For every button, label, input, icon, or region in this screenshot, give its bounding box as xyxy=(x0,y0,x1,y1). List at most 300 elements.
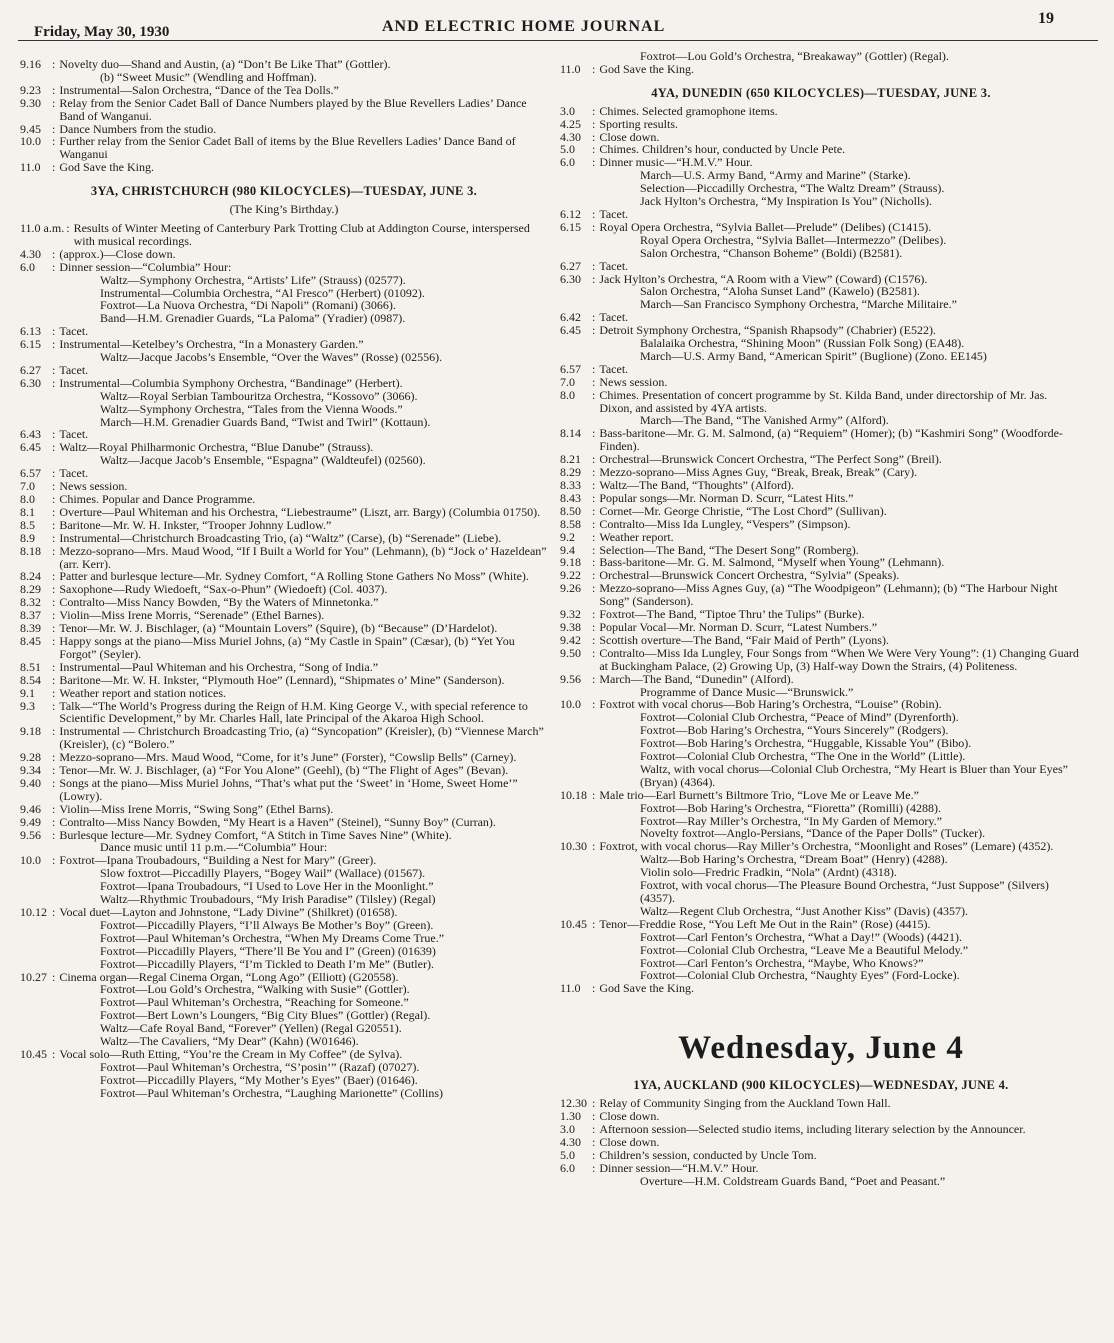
entry-time: 6.12 xyxy=(560,206,581,221)
entry-text: Relay of Community Singing from the Auckland Town Hall. xyxy=(599,1096,891,1111)
program-entry xyxy=(560,789,1082,802)
entry-text: Baritone—Mr. W. H. Inkster, “Plymouth Hoe” (Lennard), “Shipmates o’ Mine” (Sanderson). xyxy=(59,672,505,687)
program-entry: Waltz—Cafe Royal Band, “Forever” (Yellen) (Regal G20551). xyxy=(100,1021,402,1036)
station-heading-1ya: 1YA, AUCKLAND (900 KILOCYCLES)—WEDNESDAY, JUNE 4. xyxy=(633,1078,1009,1093)
entry-text: Burlesque lecture—Mr. Sydney Comfort, “A Stitch in Time Saves Nine” (White). xyxy=(59,827,452,842)
entry-text: Bass-baritone—Mr. G. M. Salmond, (a) “Requiem” (Homer); (b) “Kashmiri Song” (Woodforde-Finden). xyxy=(599,426,1063,454)
program-entry xyxy=(560,1136,1082,1149)
time-separator: : xyxy=(52,362,56,377)
program-entry xyxy=(20,700,548,726)
entry-text: Contralto—Miss Nancy Bowden, “By the Waters of Minnetonka.” xyxy=(59,595,379,610)
time-separator: : xyxy=(592,219,596,234)
entry-text: News session. xyxy=(59,479,128,494)
program-entry: Foxtrot—Carl Fenton’s Orchestra, “Maybe, Who Knows?” xyxy=(640,955,924,970)
entry-text: Dinner session—“H.M.V.” Hour. xyxy=(599,1160,759,1175)
time-separator: : xyxy=(592,426,596,441)
program-entry xyxy=(20,84,548,97)
time-separator: : xyxy=(592,490,596,505)
time-separator: : xyxy=(52,492,56,506)
entry-time: 9.40 xyxy=(20,775,41,790)
entry-time: 8.51 xyxy=(20,659,41,674)
entry-time: 8.54 xyxy=(20,672,41,687)
program-entry: Foxtrot—La Nuova Orchestra, “Di Napoli” (Romani) (3066). xyxy=(100,298,396,313)
time-separator: : xyxy=(592,787,596,802)
program-entry xyxy=(560,105,1082,118)
time-separator: : xyxy=(52,633,56,648)
time-separator: : xyxy=(592,1147,596,1162)
program-entry xyxy=(20,519,548,532)
program-entry: Programme of Dance Music—“Brunswick.” xyxy=(640,684,854,699)
time-separator: : xyxy=(592,206,596,221)
entry-text: Violin—Miss Irene Morris, “Serenade” (Ethel Barnes). xyxy=(59,608,325,623)
time-separator: : xyxy=(52,466,56,481)
entry-text: Scottish overture—The Band, “Fair Maid of Perth” (Lyons). xyxy=(599,632,889,647)
entry-text: Tacet. xyxy=(59,324,89,339)
entry-text: Contralto—Miss Nancy Bowden, “My Heart is a Haven” (Steinel), “Sunny Boy” (Curran). xyxy=(59,814,496,829)
time-separator: : xyxy=(592,61,596,76)
time-separator: : xyxy=(592,619,596,634)
program-entry: Selection—Piccadilly Orchestra, “The Waltz Dream” (Strauss). xyxy=(640,181,945,196)
program-entry xyxy=(560,918,1082,931)
entry-text: Selection—The Band, “The Desert Song” (Romberg). xyxy=(599,542,859,557)
time-separator: : xyxy=(592,387,596,402)
entry-text: Chimes. Popular and Dance Programme. xyxy=(59,492,256,506)
entry-text: News session. xyxy=(599,374,668,389)
time-separator: : xyxy=(52,440,56,455)
entry-time: 4.30 xyxy=(560,1134,581,1149)
program-entry xyxy=(560,673,1082,686)
program-entry: Salon Orchestra, “Aloha Sunset Land” (Kawelo) (B2581). xyxy=(640,284,920,299)
program-entry: Waltz—Royal Serbian Tambouritza Orchestra, “Kossovo” (3066). xyxy=(100,388,418,403)
time-separator: : xyxy=(52,621,56,636)
program-entry xyxy=(560,492,1082,505)
time-separator: : xyxy=(52,595,56,610)
time-separator: : xyxy=(52,659,56,674)
entry-time: 9.49 xyxy=(20,814,41,829)
program-entry: Waltz—Symphony Orchestra, “Artists’ Life” (Strauss) (02577). xyxy=(100,272,406,287)
entry-time: 6.42 xyxy=(560,310,581,325)
time-separator: : xyxy=(52,750,56,765)
time-separator: : xyxy=(52,160,56,175)
time-separator: : xyxy=(592,103,596,118)
station-subheading: (The King’s Birthday.) xyxy=(229,202,339,217)
program-entry: Overture—H.M. Coldstream Guards Band, “Poet and Peasant.” xyxy=(640,1173,946,1188)
entry-time: 11.0 a.m. xyxy=(20,220,65,235)
time-separator: : xyxy=(592,129,596,144)
program-entry xyxy=(560,363,1082,376)
entry-time: 8.5 xyxy=(20,517,35,532)
program-entry: Foxtrot—Piccadilly Players, “There’ll Be You and I” (Green) (01639) xyxy=(100,943,436,958)
entry-text: Contralto—Miss Ida Lungley, “Vespers” (Simpson). xyxy=(599,516,851,531)
entry-time: 9.34 xyxy=(20,763,41,778)
entry-time: 10.0 xyxy=(560,697,581,712)
program-entry: Foxtrot—Piccadilly Players, “My Mother’s Eyes” (Baer) (01646). xyxy=(100,1072,418,1087)
entry-time: 9.28 xyxy=(20,750,41,765)
time-separator: : xyxy=(52,82,56,97)
entry-text: God Save the King. xyxy=(59,160,154,175)
entry-time: 8.24 xyxy=(20,569,41,584)
entry-time: 1.30 xyxy=(560,1109,581,1124)
entry-text: Male trio—Earl Burnett’s Biltmore Trio, “Love Me or Leave Me.” xyxy=(599,787,919,802)
program-entry xyxy=(560,118,1082,131)
time-separator: : xyxy=(592,555,596,570)
time-separator: : xyxy=(52,801,56,816)
time-separator: : xyxy=(592,374,596,389)
entry-text: Waltz—Royal Philharmonic Orchestra, “Blue Danube” (Strauss). xyxy=(59,440,374,455)
entry-time: 8.1 xyxy=(20,504,35,519)
entry-time: 9.50 xyxy=(560,645,581,660)
entry-time: 4.30 xyxy=(560,129,581,144)
time-separator: : xyxy=(66,220,70,235)
entry-text: Mezzo-soprano—Miss Agnes Guy, (a) “The Woodpigeon” (Lehmann); (b) “The Harbour Night Song” (Sanderson). xyxy=(599,581,1058,609)
entry-time: 6.43 xyxy=(20,427,41,442)
entry-text: Novelty duo—Shand and Austin, (a) “Don’t Be Like That” (Gottler). xyxy=(59,57,391,71)
time-separator: : xyxy=(52,246,56,261)
entry-text: Foxtrot—The Band, “Tiptoe Thru’ the Tulips” (Burke). xyxy=(599,607,865,622)
program-entry: Waltz—Jacque Jacob’s Ensemble, “Espagna” (Waldteufel) (02560). xyxy=(100,453,426,468)
program-entry xyxy=(560,63,1082,76)
entry-text: Foxtrot, with vocal chorus—Ray Miller’s Orchestra, “Moonlight and Roses” (Lemare) (4352). xyxy=(599,839,1054,854)
entry-time: 6.0 xyxy=(560,155,575,170)
entry-time: 6.30 xyxy=(20,375,41,390)
page-number: 19 xyxy=(1038,10,1054,27)
entry-text: Tacet. xyxy=(599,310,629,325)
entry-time: 10.18 xyxy=(560,787,587,802)
entry-text: Mezzo-soprano—Mrs. Maud Wood, “Come, for it’s June” (Forster), “Cowslip Bells” (Carney). xyxy=(59,750,517,765)
entry-time: 10.30 xyxy=(560,839,587,854)
time-separator: : xyxy=(52,763,56,778)
entry-text: Foxtrot with vocal chorus—Bob Haring’s Orchestra, “Louise” (Robin). xyxy=(599,697,942,712)
program-entry: Foxtrot—Bob Haring’s Orchestra, “Yours Sincerely” (Rodgers). xyxy=(640,723,949,738)
entry-text: Waltz—The Band, “Thoughts” (Alford). xyxy=(599,478,794,492)
time-separator: : xyxy=(52,479,56,494)
issue-date: Friday, May 30, 1930 xyxy=(34,24,170,40)
time-separator: : xyxy=(592,155,596,170)
time-separator: : xyxy=(52,530,56,545)
entry-time: 9.38 xyxy=(560,619,581,634)
entry-time: 6.57 xyxy=(20,466,41,481)
time-separator: : xyxy=(52,827,56,842)
time-separator: : xyxy=(52,324,56,339)
entry-time: 8.50 xyxy=(560,503,581,518)
entry-time: 8.29 xyxy=(20,582,41,597)
time-separator: : xyxy=(52,504,56,519)
program-entry xyxy=(20,506,548,519)
entry-text: Chimes. Presentation of concert programme by St. Kilda Band, under directorship of Mr. Jas. Dixon, and assisted by 4YA artists. xyxy=(599,387,1048,415)
right-column xyxy=(560,50,1082,1188)
time-separator: : xyxy=(52,905,56,919)
time-separator: : xyxy=(592,503,596,518)
entry-text: Tenor—Mr. W. J. Bischlager, (a) “For You Alone” (Geehl), (b) “The Flight of Ages” (Bevan). xyxy=(59,763,509,778)
entry-text: Children’s session, conducted by Uncle Tom. xyxy=(599,1147,817,1162)
program-entry: March—U.S. Army Band, “American Spirit” (Buglione) (Zono. EE145) xyxy=(640,348,987,363)
entry-time: 8.37 xyxy=(20,608,41,623)
entry-time: 9.45 xyxy=(20,121,41,136)
entry-time: 6.30 xyxy=(560,271,581,286)
program-entry xyxy=(20,687,548,700)
entry-time: 5.0 xyxy=(560,142,575,157)
entry-time: 9.16 xyxy=(20,57,41,71)
program-entry xyxy=(560,208,1082,221)
entry-text: God Save the King. xyxy=(599,61,694,76)
time-separator: : xyxy=(592,671,596,686)
program-entry xyxy=(20,248,548,261)
program-entry xyxy=(560,647,1082,673)
program-entry: Balalaika Orchestra, “Shining Moon” (Russian Folk Song) (EA48). xyxy=(640,336,965,351)
entry-time: 7.0 xyxy=(560,374,575,389)
entry-time: 10.27 xyxy=(20,969,47,984)
time-separator: : xyxy=(52,969,56,984)
program-entry xyxy=(560,1149,1082,1162)
entry-text: Detroit Symphony Orchestra, “Spanish Rhapsody” (Chabrier) (E522). xyxy=(599,323,936,338)
program-entry xyxy=(560,518,1082,531)
program-entry xyxy=(20,161,548,174)
entry-time: 9.2 xyxy=(560,529,575,544)
entry-time: 9.26 xyxy=(560,581,581,596)
entry-time: 9.18 xyxy=(20,724,41,739)
entry-text: Foxtrot—Ipana Troubadours, “Building a Nest for Mary” (Greer). xyxy=(59,853,377,868)
time-separator: : xyxy=(592,529,596,544)
time-separator: : xyxy=(592,1121,596,1136)
time-separator: : xyxy=(592,271,596,286)
entry-time: 3.0 xyxy=(560,1121,575,1136)
program-entry: Waltz—Symphony Orchestra, “Tales from the Vienna Woods.” xyxy=(100,401,403,416)
entry-text: Further relay from the Senior Cadet Ball of items by the Blue Revellers Ladies’ Dance Band of Wanganui xyxy=(59,134,516,162)
entry-text: Chimes. Selected gramophone items. xyxy=(599,103,778,118)
day-heading: Wednesday, June 4 xyxy=(678,1030,964,1067)
program-entry xyxy=(20,674,548,687)
program-entry: March—The Band, “The Vanished Army” (Alford). xyxy=(640,413,889,428)
time-separator: : xyxy=(592,323,596,338)
time-separator: : xyxy=(592,632,596,647)
entry-time: 9.56 xyxy=(560,671,581,686)
program-entry: Foxtrot—Bob Haring’s Orchestra, “Fioretta” (Romilli) (4288). xyxy=(640,800,941,815)
program-entry: Foxtrot—Paul Whiteman’s Orchestra, “When My Dreams Come True.” xyxy=(100,930,445,945)
right-intro-list xyxy=(560,50,1082,76)
entry-text: March—The Band, “Dunedin” (Alford). xyxy=(599,671,794,686)
program-entry xyxy=(560,505,1082,518)
entry-time: 9.32 xyxy=(560,607,581,622)
program-entry: Waltz, with vocal chorus—Colonial Club Orchestra, “My Heart is Bluer than Your Eyes” (Bryan) (4364). xyxy=(640,761,1068,789)
entry-text: Chimes. Children’s hour, conducted by Uncle Pete. xyxy=(599,142,846,157)
time-separator: : xyxy=(592,581,596,596)
time-separator: : xyxy=(52,121,56,136)
entry-text: Relay from the Senior Cadet Ball of Dance Numbers played by the Blue Revellers Ladies’ Dance Band of Wanganui. xyxy=(59,95,527,123)
entry-time: 9.23 xyxy=(20,82,41,97)
time-separator: : xyxy=(592,542,596,557)
entry-text: Patter and burlesque lecture—Mr. Sydney Comfort, “A Rolling Stone Gathers No Moss” (White). xyxy=(59,569,529,584)
program-entry: Slow foxtrot—Piccadilly Players, “Bogey Wail” (Wallace) (01567). xyxy=(100,866,426,881)
entry-text: Mezzo-soprano—Mrs. Maud Wood, “If I Built a World for You” (Lehmann), (b) “Jock o’ Hazeldean” (arr. Kerr). xyxy=(59,543,547,571)
entry-text: Sporting results. xyxy=(599,116,679,131)
entry-text: Happy songs at the piano—Miss Muriel Johns, (a) “My Castle in Spain” (Cæsar), (b) “Yet You Forgot” (Seyler). xyxy=(59,633,515,661)
time-separator: : xyxy=(52,685,56,700)
entry-text: Tacet. xyxy=(59,427,89,442)
program-entry: Instrumental—Columbia Orchestra, “Al Fresco” (Herbert) (01092). xyxy=(100,285,425,300)
program-entry: Foxtrot—Colonial Club Orchestra, “Peace of Mind” (Dyrenforth). xyxy=(640,710,959,725)
program-entry xyxy=(20,545,548,571)
entry-text: Instrumental—Paul Whiteman and his Orchestra, “Song of India.” xyxy=(59,659,379,674)
station-heading-4ya: 4YA, DUNEDIN (650 KILOCYCLES)—TUESDAY, JUNE 3. xyxy=(651,85,991,100)
program-entry xyxy=(560,982,1082,995)
program-entry: Waltz—Regent Club Orchestra, “Just Another Kiss” (Davis) (4357). xyxy=(640,903,968,918)
entry-time: 10.45 xyxy=(560,916,587,931)
entry-text: Instrumental—Columbia Symphony Orchestra, “Bandinage” (Herbert). xyxy=(59,375,403,390)
program-entry xyxy=(20,377,548,390)
program-entry: Foxtrot—Colonial Club Orchestra, “The One in the World” (Little). xyxy=(640,749,966,764)
entry-time: 8.9 xyxy=(20,530,35,545)
left-program-list xyxy=(20,222,548,1100)
entry-text: Contralto—Miss Ida Lungley, Four Songs from “When We Were Very Young”: (1) Changing Guard at Buckingham Palace, (2) Growing Up, (3) Half-way Down the Strairs, (4) Politeness. xyxy=(599,645,1079,673)
entry-text: Jack Hylton’s Orchestra, “A Room with a View” (Coward) (C1576). xyxy=(599,271,928,286)
time-separator: : xyxy=(52,775,56,790)
header-rule xyxy=(18,40,1098,41)
program-entry: Foxtrot—Colonial Club Orchestra, “Leave Me a Beautiful Melody.” xyxy=(640,942,969,957)
program-entry xyxy=(20,493,548,506)
entry-text: (approx.)—Close down. xyxy=(59,246,176,261)
time-separator: : xyxy=(592,478,596,492)
time-separator: : xyxy=(592,516,596,531)
entry-time: 10.0 xyxy=(20,134,41,149)
entry-text: Tacet. xyxy=(599,206,629,221)
entry-text: Instrumental — Christchurch Broadcasting Trio, (a) “Syncopation” (Kreisler), (b) “Viennese March” (Kreisler), (c) “Bolero.” xyxy=(59,724,544,752)
entry-time: 4.30 xyxy=(20,246,41,261)
entry-time: 10.45 xyxy=(20,1046,47,1061)
entry-time: 8.43 xyxy=(560,490,581,505)
entry-time: 6.27 xyxy=(560,258,581,273)
program-entry xyxy=(20,97,548,123)
entry-text: Dinner session—“Columbia” Hour: xyxy=(59,259,232,274)
program-entry: Waltz—Rhythmic Troubadours, “My Irish Paradise” (Tilsley) (Regal) xyxy=(100,892,436,907)
program-entry xyxy=(20,764,548,777)
entry-time: 3.0 xyxy=(560,103,575,118)
entry-time: 9.46 xyxy=(20,801,41,816)
entry-text: Songs at the piano—Miss Muriel Johns, “That’s what put the ‘Sweet’ in ‘Home, Sweet Home’” (Lowry). xyxy=(59,775,518,803)
program-entry: Foxtrot—Paul Whiteman’s Orchestra, “S’posin’” (Razaf) (07027). xyxy=(100,1059,420,1074)
entry-time: 10.0 xyxy=(20,853,41,868)
program-entry: March—H.M. Grenadier Guards Band, “Twist and Twirl” (Kottaun). xyxy=(100,414,431,429)
program-entry: Foxtrot—Paul Whiteman’s Orchestra, “Laughing Marionette” (Collins) xyxy=(100,1085,444,1100)
time-separator: : xyxy=(52,57,56,71)
program-entry xyxy=(20,661,548,674)
program-entry: March—U.S. Army Band, “Army and Marine” (Starke). xyxy=(640,168,911,183)
entry-text: Instrumental—Ketelbey’s Orchestra, “In a Monastery Garden.” xyxy=(59,337,364,352)
right-program-list xyxy=(560,105,1082,996)
entry-text: Afternoon session—Selected studio items, including literary selection by the Announcer. xyxy=(599,1121,1026,1136)
entry-time: 11.0 xyxy=(560,981,581,996)
entry-text: Cornet—Mr. George Christie, “The Lost Chord” (Sullivan). xyxy=(599,503,887,518)
time-separator: : xyxy=(592,116,596,131)
program-entry xyxy=(20,816,548,829)
time-separator: : xyxy=(592,981,596,996)
program-entry: Band—H.M. Grenadier Guards, “La Paloma” (Yradier) (0987). xyxy=(100,311,406,326)
time-separator: : xyxy=(592,839,596,854)
entry-time: 8.0 xyxy=(20,492,35,506)
time-separator: : xyxy=(592,361,596,376)
entry-text: Weather report and station notices. xyxy=(59,685,226,700)
entry-text: Close down. xyxy=(599,1109,660,1124)
program-entry xyxy=(20,364,548,377)
entry-time: 8.18 xyxy=(20,543,41,558)
entry-time: 11.0 xyxy=(20,160,41,175)
time-separator: : xyxy=(592,1134,596,1149)
time-separator: : xyxy=(52,1046,56,1061)
program-entry: Salon Orchestra, “Chanson Boheme” (Boldi) (B2581). xyxy=(640,245,903,260)
program-entry xyxy=(560,1123,1082,1136)
program-entry: March—San Francisco Symphony Orchestra, “Marche Militaire.” xyxy=(640,297,957,312)
program-entry xyxy=(560,427,1082,453)
time-separator: : xyxy=(592,142,596,157)
program-entry xyxy=(560,221,1082,234)
time-separator: : xyxy=(52,814,56,829)
entry-text: Violin—Miss Irene Morris, “Swing Song” (Ethel Barns). xyxy=(59,801,334,816)
right-program-list-2 xyxy=(560,1097,1082,1187)
program-entry xyxy=(560,582,1082,608)
entry-time: 7.0 xyxy=(20,479,35,494)
program-entry xyxy=(560,376,1082,389)
entry-text: Dinner music—“H.M.V.” Hour. xyxy=(599,155,753,170)
entry-text: Royal Opera Orchestra, “Sylvia Ballet—Prelude” (Delibes) (C1415). xyxy=(599,219,932,234)
time-separator: : xyxy=(592,1160,596,1175)
program-entry: Foxtrot—Paul Whiteman’s Orchestra, “Reaching for Someone.” xyxy=(100,995,409,1010)
entry-time: 8.39 xyxy=(20,621,41,636)
entry-time: 8.58 xyxy=(560,516,581,531)
entry-text: Popular Vocal—Mr. Norman D. Scurr, “Latest Numbers.” xyxy=(599,619,878,634)
program-entry: Waltz—Bob Haring’s Orchestra, “Dream Boat” (Henry) (4288). xyxy=(640,852,948,867)
entry-time: 6.45 xyxy=(20,440,41,455)
program-entry xyxy=(20,222,548,248)
program-entry: Dance music until 11 p.m.—“Columbia” Hour: xyxy=(100,840,328,855)
program-entry: Foxtrot—Bob Haring’s Orchestra, “Huggable, Kissable You” (Bibo). xyxy=(640,736,972,751)
left-intro-list xyxy=(20,58,548,174)
program-entry: Royal Opera Orchestra, “Sylvia Ballet—Intermezzo” (Delibes). xyxy=(640,232,947,247)
time-separator: : xyxy=(592,465,596,480)
left-column xyxy=(20,58,548,1100)
entry-text: Vocal duet—Layton and Johnstone, “Lady Divine” (Shilkret) (01658). xyxy=(59,905,398,919)
time-separator: : xyxy=(52,134,56,149)
station-heading-3ya: 3YA, CHRISTCHURCH (980 KILOCYCLES)—TUESDAY, JUNE 3. xyxy=(90,184,478,199)
time-separator: : xyxy=(592,310,596,325)
entry-time: 6.13 xyxy=(20,324,41,339)
entry-time: 6.15 xyxy=(560,219,581,234)
entry-time: 10.12 xyxy=(20,905,47,919)
entry-text: Tacet. xyxy=(599,361,629,376)
time-separator: : xyxy=(52,543,56,558)
entry-time: 6.15 xyxy=(20,337,41,352)
time-separator: : xyxy=(52,569,56,584)
time-separator: : xyxy=(592,916,596,931)
program-entry: Foxtrot—Bert Lown’s Loungers, “Big City Blues” (Gottler) (Regal). xyxy=(100,1008,431,1023)
program-entry: Foxtrot—Lou Gold’s Orchestra, “Walking with Susie” (Gottler). xyxy=(100,982,410,997)
time-separator: : xyxy=(592,697,596,712)
publication-title: AND ELECTRIC HOME JOURNAL xyxy=(382,18,666,35)
entry-time: 8.21 xyxy=(560,452,581,467)
time-separator: : xyxy=(592,1096,596,1111)
entry-text: Tacet. xyxy=(59,362,89,377)
entry-text: Talk—“The World’s Progress during the Reign of H.M. King George V., with special reference to Scientific Development,” by Mr. Charles Hall, late Principal of the Akaroa High School. xyxy=(59,698,528,726)
program-entry xyxy=(560,389,1082,415)
entry-text: Saxophone—Rudy Wiedoeft, “Sax-o-Phun” (Wiedoeft) (Col. 4037). xyxy=(59,582,388,597)
entry-text: Instrumental—Salon Orchestra, “Dance of the Tea Dolls.” xyxy=(59,82,339,97)
program-entry xyxy=(560,531,1082,544)
entry-time: 6.27 xyxy=(20,362,41,377)
time-separator: : xyxy=(592,1109,596,1124)
entry-time: 9.4 xyxy=(560,542,575,557)
time-separator: : xyxy=(592,568,596,583)
program-entry: Foxtrot, with vocal chorus—The Pleasure Bound Orchestra, “Just Suppose” (Silvers) (4357). xyxy=(640,878,1049,905)
entry-text: Close down. xyxy=(599,129,660,144)
page-header xyxy=(0,0,1114,40)
